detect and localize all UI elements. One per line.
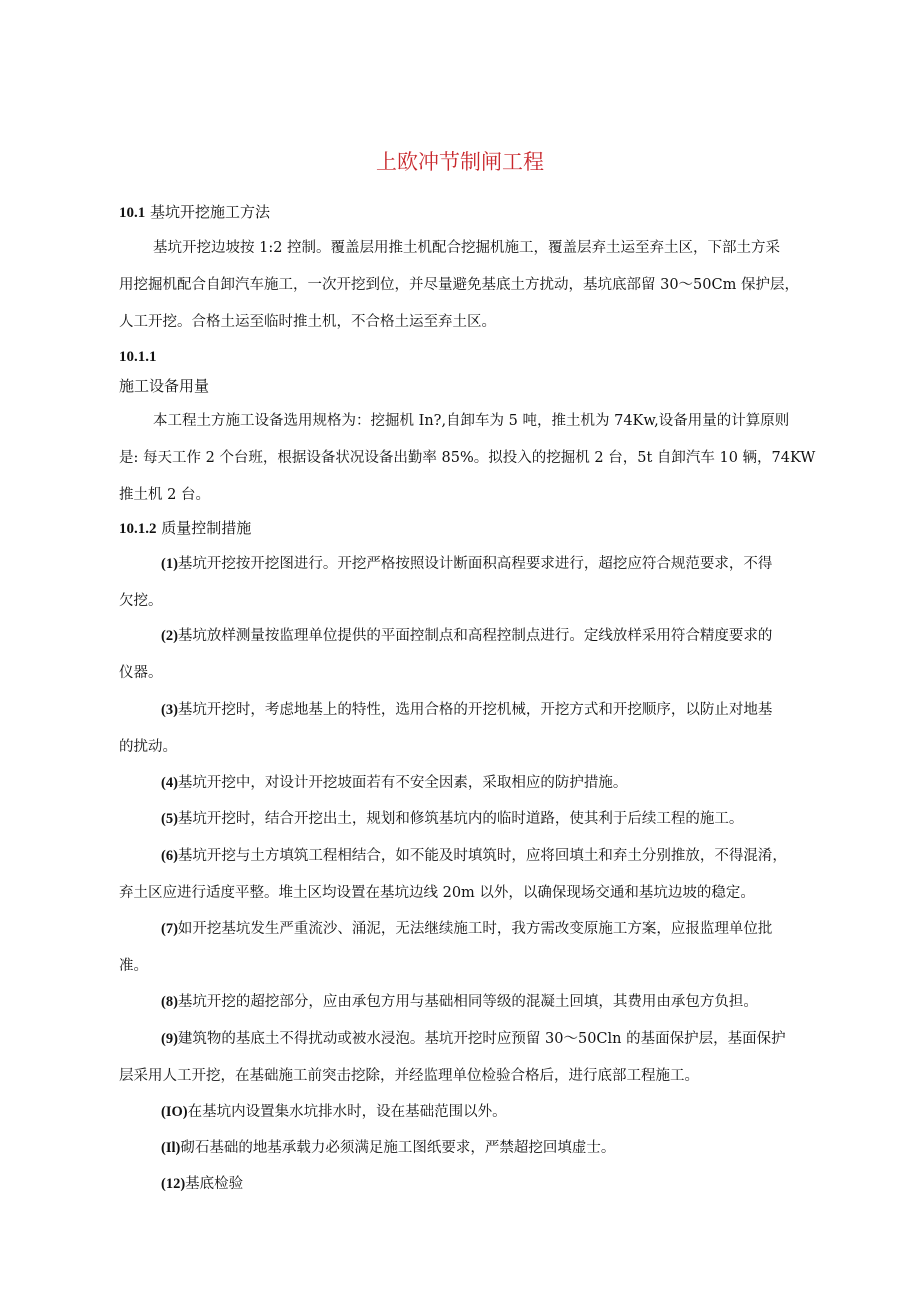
paragraph-line: 本工程土方施工设备选用规格为：挖掘机 In?,自卸车为 5 吨，推土机为 74Kw,设备用量的计算原则	[153, 413, 790, 429]
list-item-text: 基坑放样测量按监理单位提供的平面控制点和高程控制点进行。定线放样采用符合精度要求的	[177, 628, 773, 644]
list-item-number: (7)	[161, 921, 178, 937]
list-item-number: (8)	[161, 994, 178, 1010]
section-heading-10-1-1-text	[119, 368, 819, 405]
list-item	[119, 618, 819, 692]
list-item-number: (4)	[161, 775, 178, 791]
list-item-number: (3)	[161, 702, 178, 718]
list-item	[119, 1021, 819, 1095]
list-item	[119, 838, 819, 912]
heading-text: 施工设备用量	[119, 377, 210, 395]
paragraph-line: 推土机 2 台。	[119, 487, 210, 503]
list-item	[119, 801, 819, 838]
list-item-number: (12)	[161, 1176, 186, 1192]
list-item-line: 的扰动。	[119, 739, 177, 755]
list-item-line: 欠挖。	[119, 593, 163, 609]
section-heading-10-1-2	[119, 510, 819, 548]
list-item-number: (Il)	[161, 1140, 181, 1156]
paragraph-line: 用挖掘机配合自卸汽车施工，一次开挖到位，并尽量避免基底土方扰动，基坑底部留 30～50Cm 保护层，	[119, 277, 799, 293]
list-item-number: (1)	[161, 556, 178, 572]
list-item-text: 建筑物的基底土不得扰动或被水浸泡。基坑开挖时应预留 30～50Cln 的基面保护层，基面保护	[177, 1031, 786, 1047]
list-item-line	[119, 1166, 819, 1203]
paragraph-line: 是: 每天工作 2 个台班，根据设备状况设备出勤率 85%。拟投入的挖掘机 2 台，5t 自卸汽车 10 辆，74KW	[119, 450, 816, 466]
list-item-number: (5)	[161, 811, 178, 827]
list-item	[119, 984, 819, 1021]
list-item	[119, 1166, 819, 1203]
list-item-text: 在基坑内设置集水坑排水时，设在基础范围以外。	[187, 1104, 507, 1120]
list-item	[119, 546, 819, 620]
list-item-line: 弃土区应进行适度平整。堆土区均设置在基坑边线 20m 以外，以确保现场交通和基坑边坡的稳定。	[119, 885, 755, 901]
list-item-text: 基坑开挖时，考虑地基上的特性，选用合格的开挖机械，开挖方式和开挖顺序，以防止对地基	[177, 702, 773, 718]
list-item-line: 仪器。	[119, 665, 163, 681]
list-item-line	[119, 984, 819, 1021]
list-item-line: 准。	[119, 958, 148, 974]
list-item-text: 基坑开挖时，结合开挖出土，规划和修筑基坑内的临时道路，使其利于后续工程的施工。	[177, 811, 744, 827]
list-item-text: 基坑开挖按开挖图进行。开挖严格按照设计断面积高程要求进行，超挖应符合规范要求，不得	[177, 556, 773, 572]
list-item-number: (9)	[161, 1031, 178, 1047]
list-item-text: 基坑开挖的超挖部分，应由承包方用与基础相同等级的混凝土回填，其费用由承包方负担。	[177, 994, 758, 1010]
list-item-line	[119, 1021, 819, 1058]
list-item-text: 基底检验	[185, 1176, 244, 1192]
list-item-line	[119, 1094, 819, 1131]
list-item	[119, 911, 819, 985]
heading-text: 基坑开挖施工方法	[150, 203, 271, 221]
list-item-line	[119, 801, 819, 838]
paragraph-10-1	[119, 230, 819, 341]
list-item	[119, 692, 819, 766]
list-item-text: 基坑开挖与土方填筑工程相结合，如不能及时填筑时，应将回填土和弃土分别推放，不得混淆，	[177, 848, 787, 864]
list-item-line	[119, 838, 819, 875]
list-item-line	[119, 692, 819, 729]
heading-number: 10.1.1	[119, 349, 157, 365]
list-item-number: (IO)	[161, 1104, 188, 1120]
list-item-line	[119, 765, 819, 802]
heading-number: 10.1.2	[119, 521, 157, 537]
paragraph-line: 人工开挖。合格土运至临时推土机，不合格土运至弃土区。	[119, 314, 496, 330]
list-item-number: (2)	[161, 628, 178, 644]
list-item-text: 砌石基础的地基承载力必须满足施工图纸要求，严禁超挖回填虚士。	[180, 1140, 616, 1156]
heading-number: 10.1	[119, 205, 146, 221]
list-item	[119, 765, 819, 802]
heading-text: 质量控制措施	[161, 519, 252, 537]
list-item-line	[119, 618, 819, 655]
list-item-text: 基坑开挖中，对设计开挖坡面若有不安全因素，采取相应的防护措施。	[177, 775, 628, 791]
list-item-line	[119, 911, 819, 948]
document-title: 上欧冲节制闸工程	[376, 150, 544, 174]
section-heading-10-1	[119, 194, 819, 232]
list-item	[119, 1130, 819, 1167]
list-item-line	[119, 1130, 819, 1167]
paragraph-line: 基坑开挖边坡按 1:2 控制。覆盖层用推土机配合挖掘机施工，覆盖层弃土运至弃土区，下部土方采	[153, 240, 781, 256]
paragraph-10-1-1	[119, 403, 819, 514]
list-item-line: 层采用人工开挖，在基础施工前突击挖除，并经监理单位检验合格后，进行底部工程施工。	[119, 1068, 699, 1084]
list-item-line	[119, 546, 819, 583]
list-item-number: (6)	[161, 848, 178, 864]
list-item-text: 如开挖基坑发生严重流沙、涌泥，无法继续施工时，我方需改变原施工方案，应报监理单位批	[177, 921, 773, 937]
list-item	[119, 1094, 819, 1131]
